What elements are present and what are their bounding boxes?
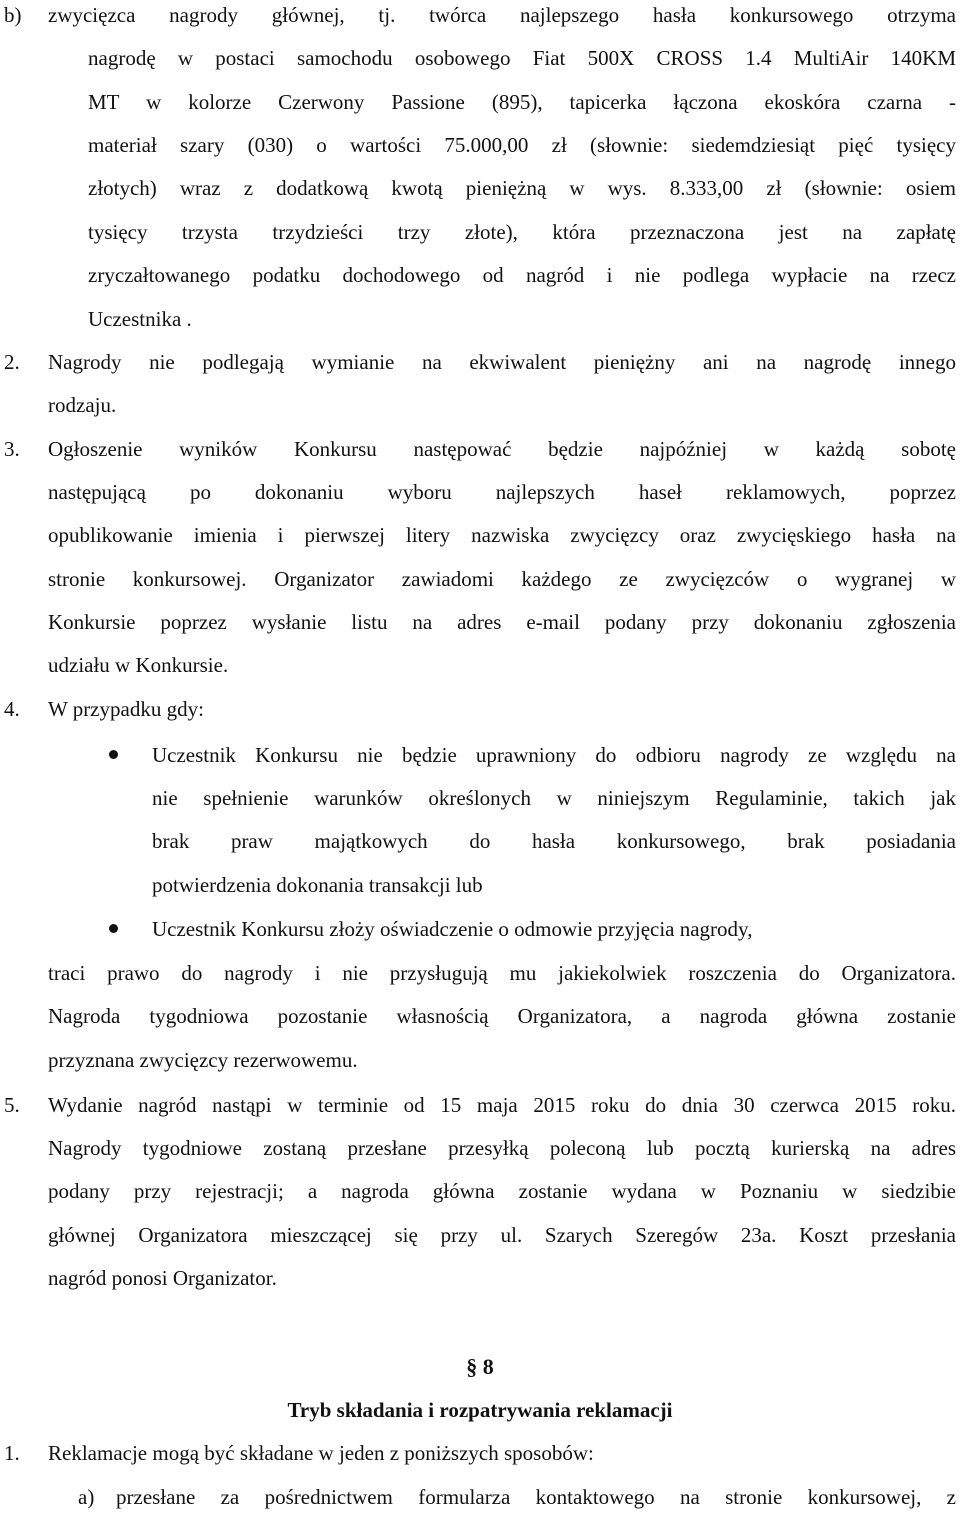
item-3-line-3: opublikowanie imienia i pierwszej litery nazwiska zwycięzcy oraz zwycięskiego hasła na <box>48 523 956 547</box>
item-5-line-5: nagród ponosi Organizator. <box>48 1266 277 1290</box>
bullet-icon <box>109 750 118 759</box>
prize-b-line-3: MT w kolorze Czerwony Passione (895), tapicerka łączona ekoskóra czarna - <box>88 90 956 114</box>
item-4-tail-line-2: Nagroda tygodniowa pozostanie własnością Organizatora, a nagroda główna zostanie <box>48 1004 956 1028</box>
section-title: Tryb składania i rozpatrywania reklamacji <box>287 1398 673 1422</box>
item-3-line-5: Konkursie poprzez wysłanie listu na adres e-mail podany przy dokonaniu zgłoszenia <box>48 610 956 634</box>
prize-b-line-2: nagrodę w postaci samochodu osobowego Fiat 500X CROSS 1.4 MultiAir 140KM <box>88 46 956 70</box>
item-5-line-1: Wydanie nagród nastąpi w terminie od 15 maja 2015 roku do dnia 30 czerwca 2015 roku. <box>48 1093 956 1117</box>
item-4-tail-line-3: przyznana zwycięzcy rezerwowemu. <box>48 1048 358 1072</box>
item-4-bullet-1-line-4: potwierdzenia dokonania transakcji lub <box>152 873 483 897</box>
prize-b-line-1: zwycięzca nagrody głównej, tj. twórca najlepszego hasła konkursowego otrzyma <box>48 3 956 27</box>
item-5-line-3: podany przy rejestracji; a nagroda główna zostanie wydana w Poznaniu w siedzibie <box>48 1179 956 1203</box>
item-2-number: 2. <box>4 350 20 374</box>
section-sign-heading: § 8 <box>466 1354 494 1379</box>
item-4-tail-line-1: traci prawo do nagrody i nie przysługują mu jakiekolwiek roszczenia do Organizatora. <box>48 961 956 985</box>
item-5-number: 5. <box>4 1093 20 1117</box>
item-2-line-2: rodzaju. <box>48 393 117 417</box>
s8-item-1-number: 1. <box>4 1441 20 1465</box>
prize-b-line-6: tysięcy trzysta trzydzieści trzy złote), która przeznaczona jest na zapłatę <box>88 220 956 244</box>
s8-item-1a-text: przesłane za pośrednictwem formularza kontaktowego na stronie konkursowej, z <box>116 1485 956 1509</box>
prize-b-line-7: zryczałtowanego podatku dochodowego od nagród i nie podlega wypłacie na rzecz <box>88 263 956 287</box>
s8-item-1-text: Reklamacje mogą być składane w jeden z poniższych sposobów: <box>48 1441 594 1465</box>
item-4-bullet-2: Uczestnik Konkursu złoży oświadczenie o odmowie przyjęcia nagrody, <box>152 917 753 941</box>
prize-b-line-5: złotych) wraz z dodatkową kwotą pieniężną w wys. 8.333,00 zł (słownie: osiem <box>88 176 956 200</box>
item-4-bullet-1-line-3: brak praw majątkowych do hasła konkursowego, brak posiadania <box>152 829 956 853</box>
prize-b-line-8: Uczestnika . <box>88 307 192 331</box>
item-4-intro: W przypadku gdy: <box>48 697 204 721</box>
prize-b-line-4: materiał szary (030) o wartości 75.000,00 zł (słownie: siedemdziesiąt pięć tysięcy <box>88 133 956 157</box>
bullet-icon <box>109 924 118 933</box>
item-4-bullet-1-line-1: Uczestnik Konkursu nie będzie uprawniony do odbioru nagrody ze względu na <box>152 743 956 767</box>
item-2-line-1: Nagrody nie podlegają wymianie na ekwiwalent pieniężny ani na nagrodę innego <box>48 350 956 374</box>
item-4-bullet-1-line-2: nie spełnienie warunków określonych w niniejszym Regulaminie, takich jak <box>152 786 956 810</box>
item-3-line-4: stronie konkursowej. Organizator zawiadomi każdego ze zwycięzców o wygranej w <box>48 567 956 591</box>
item-5-line-2: Nagrody tygodniowe zostaną przesłane przesyłką poleconą lub pocztą kurierską na adres <box>48 1136 956 1160</box>
item-3-line-1: Ogłoszenie wyników Konkursu następować będzie najpóźniej w każdą sobotę <box>48 437 956 461</box>
s8-item-1a-label: a) <box>78 1485 95 1509</box>
item-3-line-2: następującą po dokonaniu wyboru najlepszych haseł reklamowych, poprzez <box>48 480 956 504</box>
item-4-number: 4. <box>4 697 20 721</box>
list-label-b: b) <box>4 3 22 27</box>
item-3-number: 3. <box>4 437 20 461</box>
item-3-line-6: udziału w Konkursie. <box>48 653 229 677</box>
item-5-line-4: głównej Organizatora mieszczącej się przy ul. Szarych Szeregów 23a. Koszt przesłania <box>48 1223 956 1247</box>
